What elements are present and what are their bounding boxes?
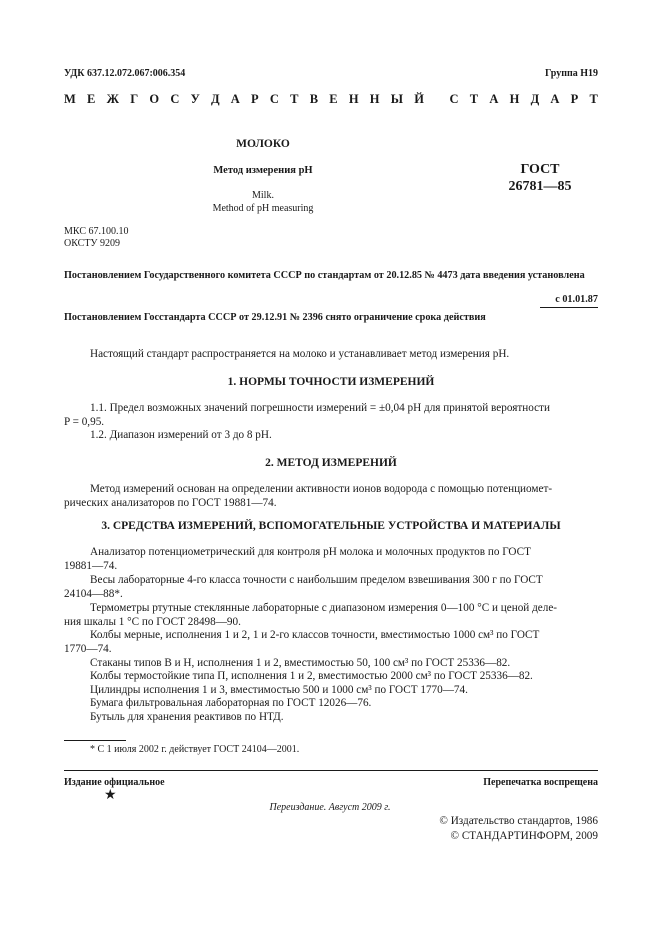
title-letter: О: [149, 92, 160, 106]
title-letter: А: [489, 92, 499, 106]
section3-item2-line1: Весы лабораторные 4-го класса точности с наибольшим пределом взвешивания 300 г по ГОСТ: [90, 574, 543, 586]
title-letter: Й: [414, 92, 424, 106]
title-letter: А: [230, 92, 240, 106]
section1-item1-line2: P = 0,95.: [64, 416, 105, 428]
copyright-publisher: © Издательство стандартов, 1986: [439, 815, 598, 827]
title-letter: С: [170, 92, 180, 106]
title-letter: С: [269, 92, 279, 106]
section1-item1-line1: 1.1. Предел возможных значений погрешности измерений = ±0,04 рН для принятой вероятности: [90, 402, 550, 414]
udc-code: УДК 637.12.072.067:006.354: [64, 68, 186, 79]
gost-label: ГОСТ: [520, 162, 560, 177]
title-letter: Р: [570, 92, 579, 106]
title-letter: У: [190, 92, 200, 106]
section3-item9: Бутыль для хранения реактивов по НТД.: [90, 711, 284, 723]
section3-item2-line2: 24104—88*.: [64, 588, 123, 600]
section3-item5: Стаканы типов В и Н, исполнения 1 и 2, вместимостью 50, 100 см³ по ГОСТ 25336—82.: [90, 657, 511, 669]
section3-item6: Колбы термостойкие типа П, исполнения 1 и 2, вместимостью 2000 см³ по ГОСТ 25336—82.: [90, 670, 533, 682]
title-letter: С: [449, 92, 459, 106]
footnote-divider: [64, 740, 126, 741]
footer-divider: [64, 770, 598, 771]
title-letter: М: [64, 92, 76, 106]
title-letter: Т: [290, 92, 299, 106]
footnote-text: * С 1 июля 2002 г. действует ГОСТ 24104—2001.: [90, 744, 300, 755]
title-letter: Н: [509, 92, 520, 106]
document-subtitle: Метод измерения рН: [213, 165, 313, 176]
section2-heading: 2. МЕТОД ИЗМЕРЕНИЙ: [265, 457, 397, 469]
english-title-line1: Milk.: [252, 190, 274, 201]
reissue-note: Переиздание. Август 2009 г.: [269, 802, 391, 813]
section3-heading: 3. СРЕДСТВА ИЗМЕРЕНИЙ, ВСПОМОГАТЕЛЬНЫЕ УСТРОЙСТВА И МАТЕРИАЛЫ: [101, 520, 561, 532]
document-title: МОЛОКО: [236, 138, 290, 150]
title-gap: [435, 92, 438, 107]
section3-item1-line1: Анализатор потенциометрический для контроля рН молока и молочных продуктов по ГОСТ: [90, 546, 531, 558]
okstu-code: ОКСТУ 9209: [64, 238, 121, 249]
intro-paragraph: Настоящий стандарт распространяется на молоко и устанавливает метод измерения рН.: [90, 348, 510, 360]
gost-number: 26781—85: [508, 179, 572, 194]
star-icon: ★: [104, 788, 117, 803]
decree-text: Постановлением Государственного комитета СССР по стандартам от 20.12.85 № 4473 дата введения установлена: [64, 270, 585, 281]
section3-item3-line1: Термометры ртутные стеклянные лабораторные с диапазоном измерения 0—100 °С и ценой деле-: [90, 602, 558, 614]
section2-line1: Метод измерений основан на определении активности ионов водорода с помощью потенциомет-: [90, 483, 553, 495]
title-letter: Т: [469, 92, 479, 106]
title-letter: Г: [130, 92, 139, 106]
official-edition: Издание официальное: [64, 777, 165, 788]
section3-item4-line2: 1770—74.: [64, 643, 112, 655]
title-letter: Е: [87, 92, 96, 106]
copyright-standartinform: © СТАНДАРТИНФОРМ, 2009: [450, 830, 598, 842]
section3-item1-line2: 19881—74.: [64, 560, 118, 572]
title-letter: Д: [530, 92, 540, 106]
interstate-standard-title: [64, 92, 598, 107]
section3-item8: Бумага фильтровальная лабораторная по ГОСТ 12026—76.: [90, 697, 372, 709]
section2-line2: рических анализаторов по ГОСТ 19881—74.: [64, 497, 277, 509]
title-letter: Р: [251, 92, 259, 106]
english-title-line2: Method of pH measuring: [212, 203, 314, 214]
mks-code: МКС 67.100.10: [64, 226, 129, 237]
section1-item2: 1.2. Диапазон измерений от 3 до 8 рН.: [90, 429, 272, 441]
title-letter: Ы: [390, 92, 404, 106]
title-letter: Е: [329, 92, 338, 106]
section1-heading: 1. НОРМЫ ТОЧНОСТИ ИЗМЕРЕНИЙ: [227, 376, 435, 388]
title-letter: Д: [210, 92, 220, 106]
title-letter: Н: [348, 92, 359, 106]
title-letter: Т: [589, 92, 598, 106]
title-letter: В: [309, 92, 319, 106]
title-letter: Ж: [106, 92, 119, 106]
section3-item7: Цилиндры исполнения 1 и 3, вместимостью 500 и 1000 см³ по ГОСТ 1770—74.: [90, 684, 468, 696]
section3-item4-line1: Колбы мерные, исполнения 1 и 2, 1 и 2-го классов точности, вместимостью 1000 см³ по ГОСТ: [90, 629, 540, 641]
reprint-prohibited: Перепечатка воспрещена: [483, 777, 598, 788]
title-letter: Н: [369, 92, 380, 106]
introduction-date: с 01.01.87: [555, 294, 598, 305]
restriction-text: Постановлением Госстандарта СССР от 29.12.91 № 2396 снято ограничение срока действия: [64, 312, 486, 323]
section3-item3-line2: ния шкалы 1 °С по ГОСТ 28498—90.: [64, 616, 241, 628]
group-code: Группа Н19: [545, 68, 598, 79]
title-letter: А: [550, 92, 560, 106]
date-underline: [540, 307, 598, 308]
